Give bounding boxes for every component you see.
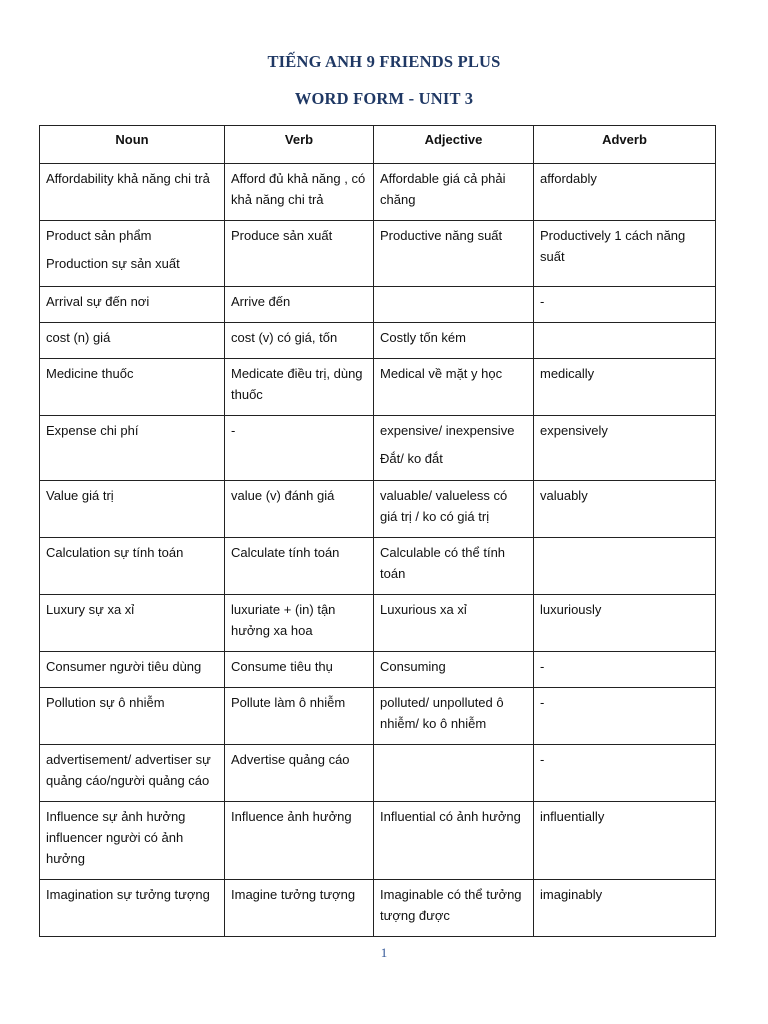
- cell-text: valuably: [540, 488, 588, 503]
- cell-verb: [225, 538, 374, 595]
- cell-verb: [225, 802, 374, 880]
- cell-text: cost (n) giá: [46, 330, 111, 345]
- cell-text: medically: [540, 366, 595, 381]
- cell-text: -: [540, 695, 545, 710]
- cell-text: polluted/ unpolluted ô nhiễm/ ko ô nhiễm: [380, 695, 504, 731]
- table-row: [40, 802, 716, 880]
- cell-verb: [225, 416, 374, 481]
- cell-text: Consuming: [380, 659, 446, 674]
- cell-text: Affordable giá cả phải chăng: [380, 171, 506, 207]
- cell-text: Luxurious xa xỉ: [380, 602, 467, 617]
- table-row: [40, 359, 716, 416]
- cell-adverb: [534, 652, 716, 688]
- table-row: [40, 287, 716, 323]
- cell-adjective: [374, 652, 534, 688]
- table-row: [40, 164, 716, 221]
- table-row: [40, 688, 716, 745]
- cell-text: Imagine tưởng tượng: [231, 887, 356, 902]
- cell-adverb: [534, 745, 716, 802]
- cell-text: imaginably: [540, 887, 603, 902]
- cell-text: Influence ảnh hưởng: [231, 809, 352, 824]
- cell-adjective: [374, 323, 534, 359]
- cell-text: Value giá trị: [46, 488, 114, 503]
- cell-adjective: [374, 688, 534, 745]
- cell-text: -: [540, 659, 545, 674]
- table-row: [40, 323, 716, 359]
- cell-adjective: [374, 287, 534, 323]
- cell-adverb: [534, 221, 716, 287]
- cell-adverb: [534, 802, 716, 880]
- cell-text: Consume tiêu thụ: [231, 659, 333, 674]
- cell-verb: [225, 688, 374, 745]
- cell-noun: [40, 538, 225, 595]
- cell-verb: [225, 323, 374, 359]
- cell-noun: [40, 880, 225, 937]
- table-row: [40, 880, 716, 937]
- cell-verb: [225, 595, 374, 652]
- cell-text: -: [231, 423, 236, 438]
- page-number: 1: [380, 945, 388, 960]
- cell-adjective: [374, 481, 534, 538]
- table-row: [40, 481, 716, 538]
- cell-verb: [225, 221, 374, 287]
- table-row: [40, 221, 716, 287]
- cell-noun: [40, 164, 225, 221]
- cell-noun: [40, 221, 225, 287]
- word-form-table: [39, 125, 716, 937]
- cell-adverb: [534, 595, 716, 652]
- cell-noun: [40, 802, 225, 880]
- cell-adverb: [534, 688, 716, 745]
- cell-text: affordably: [540, 171, 597, 186]
- cell-verb: [225, 359, 374, 416]
- cell-text: Medicate điều trị, dùng thuốc: [231, 366, 363, 402]
- cell-adverb: [534, 481, 716, 538]
- header-adverb: Adverb: [534, 126, 716, 164]
- cell-text: value (v) đánh giá: [231, 488, 335, 503]
- cell-noun: [40, 416, 225, 481]
- cell-text: Influential có ảnh hưởng: [380, 809, 521, 824]
- cell-adjective: [374, 359, 534, 416]
- document-title: TIẾNG ANH 9 FRIENDS PLUS: [267, 52, 501, 71]
- cell-text: Arrival sự đến nơi: [46, 294, 150, 309]
- cell-text: Calculation sự tính toán: [46, 545, 184, 560]
- cell-text: Expense chi phí: [46, 423, 139, 438]
- cell-text: Pollute làm ô nhiễm: [231, 695, 346, 710]
- cell-text: influentially: [540, 809, 605, 824]
- cell-adverb: [534, 538, 716, 595]
- document-subtitle: WORD FORM - UNIT 3: [294, 89, 474, 108]
- cell-adjective: [374, 221, 534, 287]
- cell-adjective: [374, 595, 534, 652]
- cell-text: valuable/ valueless có giá trị / ko có giá trị: [380, 488, 508, 524]
- header-verb: Verb: [225, 126, 374, 164]
- cell-text: Calculable có thể tính toán: [380, 545, 506, 581]
- cell-verb: [225, 287, 374, 323]
- cell-text: advertisement/ advertiser sự quảng cáo/người quảng cáo: [46, 752, 211, 788]
- cell-noun: [40, 287, 225, 323]
- cell-text: Medicine thuốc: [46, 366, 134, 381]
- cell-text: Costly tốn kém: [380, 330, 466, 345]
- cell-noun: [40, 595, 225, 652]
- cell-text: Productive năng suất: [380, 228, 503, 243]
- cell-text: Luxury sự xa xỉ: [46, 602, 135, 617]
- table-row: [40, 652, 716, 688]
- cell-text: expensive/ inexpensive: [380, 423, 515, 438]
- cell-verb: [225, 652, 374, 688]
- cell-text: Product sản phẩm: [46, 228, 152, 243]
- cell-text: Affordability khả năng chi trả: [46, 171, 210, 186]
- cell-adverb: [534, 323, 716, 359]
- table-header-row: [40, 126, 716, 164]
- cell-adverb: [534, 164, 716, 221]
- cell-text: Influence sự ảnh hưởng influencer người có ảnh hưởng: [46, 809, 186, 866]
- table-row: [40, 538, 716, 595]
- cell-text: Medical về mặt y học: [380, 366, 503, 381]
- cell-text: -: [540, 752, 545, 767]
- cell-adjective: [374, 745, 534, 802]
- cell-text: Production sự sản xuất: [46, 256, 180, 271]
- cell-noun: [40, 359, 225, 416]
- cell-text: Arrive đến: [231, 294, 291, 309]
- cell-text: Productively 1 cách năng suất: [540, 228, 686, 264]
- cell-text: Afford đủ khả năng , có khả năng chi trả: [231, 171, 366, 207]
- table-body: [40, 164, 716, 937]
- cell-text: Pollution sự ô nhiễm: [46, 695, 165, 710]
- cell-text: expensively: [540, 423, 608, 438]
- cell-text: Imagination sự tưởng tượng: [46, 887, 210, 902]
- header-adjective: Adjective: [374, 126, 534, 164]
- cell-adjective: [374, 802, 534, 880]
- cell-adverb: [534, 416, 716, 481]
- cell-noun: [40, 481, 225, 538]
- cell-text: cost (v) có giá, tốn: [231, 330, 338, 345]
- cell-adverb: [534, 287, 716, 323]
- cell-noun: [40, 688, 225, 745]
- cell-text: luxuriate + (in) tận hưởng xa hoa: [231, 602, 336, 638]
- cell-verb: [225, 164, 374, 221]
- cell-adjective: [374, 416, 534, 481]
- cell-adverb: [534, 880, 716, 937]
- cell-adverb: [534, 359, 716, 416]
- cell-adjective: [374, 880, 534, 937]
- cell-verb: [225, 481, 374, 538]
- cell-noun: [40, 652, 225, 688]
- cell-text: luxuriously: [540, 602, 602, 617]
- table-row: [40, 595, 716, 652]
- cell-adjective: [374, 538, 534, 595]
- cell-text: Advertise quảng cáo: [231, 752, 350, 767]
- cell-text: Imaginable có thể tưởng tượng được: [380, 887, 522, 923]
- table-row: [40, 745, 716, 802]
- cell-adjective: [374, 164, 534, 221]
- cell-noun: [40, 323, 225, 359]
- cell-text: -: [540, 294, 545, 309]
- header-noun: Noun: [40, 126, 225, 164]
- table-row: [40, 416, 716, 481]
- cell-text: Consumer người tiêu dùng: [46, 659, 202, 674]
- cell-text: Produce sản xuất: [231, 228, 333, 243]
- cell-text: Đắt/ ko đắt: [380, 451, 443, 466]
- cell-verb: [225, 880, 374, 937]
- cell-text: Calculate tính toán: [231, 545, 340, 560]
- cell-noun: [40, 745, 225, 802]
- cell-verb: [225, 745, 374, 802]
